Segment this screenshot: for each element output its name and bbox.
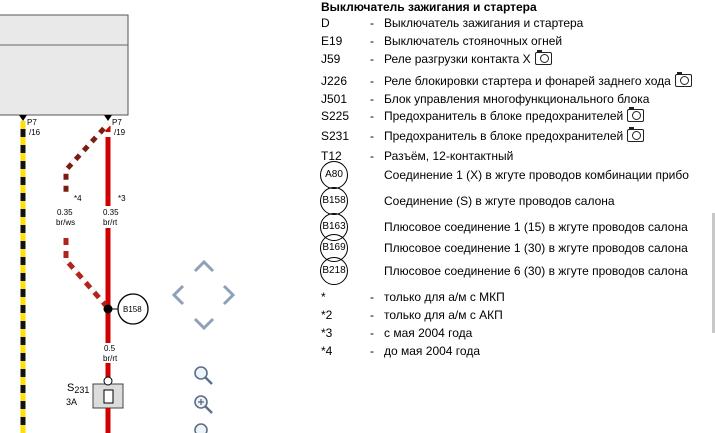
pin-right-terminal: P7 [112,118,122,127]
legend-code: J226 [321,74,348,88]
legend-description [384,74,692,88]
branch-note: *4 [74,194,82,203]
legend-description-text: Реле разгрузки контакта X [384,52,531,66]
legend-description-text: Соединение (S) в жгуте проводов салона [384,194,615,208]
legend-code: T12 [321,149,342,163]
legend-description-text: Плюсовое соединение 1 (30) в жгуте проводов салона [384,241,688,255]
legend-description [384,241,688,255]
legend-dash: - [370,344,374,358]
legend-row [321,218,715,236]
legend-code: J59 [321,52,341,66]
main-note: *3 [118,194,126,203]
legend-description-text: до мая 2004 года [384,344,480,358]
legend-dash: - [370,16,374,30]
chevron-up-icon [195,262,213,271]
pan-left-button[interactable] [174,286,183,304]
legend-description [384,220,688,234]
legend-description-text: Реле блокировки стартера и фонарей заднего хода [384,74,671,88]
camera-icon[interactable] [675,74,692,87]
legend-description [384,109,644,123]
legend-code-circle: B218 [320,257,348,285]
chevron-right-icon [224,286,233,304]
legend-row [321,262,715,280]
legend-description [384,129,644,143]
legend-row [321,192,715,210]
legend-dash: - [370,290,374,304]
branch-gauge: 0.35 [57,208,73,217]
branch-color: br/ws [56,218,76,227]
legend-description [384,168,689,182]
legend-row [321,127,715,145]
legend-row [321,90,715,108]
legend-description [384,16,583,30]
legend-row [321,72,715,90]
legend-description-text: Выключатель стояночных огней [384,34,563,48]
legend-dash: - [370,326,374,340]
legend-row [321,342,715,360]
legend-description [384,194,615,208]
legend-description [384,344,480,358]
legend-code-circle: B163 [320,213,348,241]
legend-row [321,14,715,32]
legend-description-text: только для а/м с МКП [384,290,505,304]
zoom-reset-button[interactable] [195,424,207,433]
legend-row [321,306,715,324]
zoom-reset-icon [195,424,207,433]
legend-row [321,50,715,68]
legend-description [384,308,503,322]
legend-dash: - [370,109,374,123]
zoom-out-button[interactable] [195,367,212,384]
legend-code: S231 [321,129,350,143]
legend-description-text: только для а/м с АКП [384,308,503,322]
component-box [0,15,128,115]
legend-dash: - [370,92,374,106]
legend-row [321,239,715,257]
legend-row [321,288,715,306]
legend-description-text: Предохранитель в блоке предохранителей [384,129,624,143]
pin-left-marker [19,115,27,121]
fuse-top-contact [104,377,112,385]
legend-code: *2 [321,308,333,322]
legend-dash: - [370,74,374,88]
pan-up-button[interactable] [195,262,213,271]
legend-panel [321,0,715,433]
camera-icon[interactable] [627,129,644,142]
fuse-name: S231 [67,382,90,395]
wire-branch-brown-white-stripes [66,124,108,196]
legend-row [321,147,715,165]
fuse-number: 231 [74,385,90,395]
legend-code: *3 [321,326,333,340]
legend-dash: - [370,149,374,163]
legend-row [321,32,715,50]
camera-icon[interactable] [627,109,644,122]
legend-row [321,107,715,125]
legend-description [384,34,562,48]
legend-description [384,264,688,278]
legend-description [384,290,505,304]
legend-description [384,149,513,163]
legend-description [384,92,649,106]
legend-code: E19 [321,34,343,48]
legend-code-circle: B158 [320,187,348,215]
legend-code: *4 [321,344,333,358]
fuse-rating: 3A [66,397,78,407]
pan-down-button[interactable] [195,319,213,328]
legend-description-text: Предохранитель в блоке предохранителей [384,109,624,123]
legend-description [384,52,552,66]
chevron-left-icon [174,286,183,304]
legend-code: J501 [321,92,348,106]
legend-description-text: Выключатель зажигания и стартера [384,16,584,30]
lower-color: br/rt [103,354,118,363]
main-color: br/rt [103,218,118,227]
legend-code-circle: A80 [320,161,348,189]
pin-right-number: /19 [114,128,126,137]
chevron-down-icon [195,319,213,328]
connector-b158-label: B158 [123,305,142,314]
legend-dash: - [370,34,374,48]
fuse-element [104,390,113,403]
legend-code-circle: B169 [320,234,348,262]
lower-gauge: 0.5 [104,344,116,353]
legend-dash: - [370,52,374,66]
legend-description-text: Соединение 1 (X) в жгуте проводов комбинации прибо [384,168,689,182]
pin-left-number: /16 [29,128,41,137]
legend-code: * [321,290,326,304]
legend-dash: - [370,308,374,322]
legend-description [384,326,472,340]
legend-description-text: с мая 2004 года [384,326,473,340]
zoom-in-button[interactable] [195,396,212,413]
wire-branch-lower-stripes [66,232,108,308]
legend-description-text: Блок управления многофункционального блока [384,92,650,106]
legend-row [321,166,715,184]
legend-description-text: Плюсовое соединение 6 (30) в жгуте проводов салона [384,264,688,278]
legend-row [321,324,715,342]
legend-code: S225 [321,109,350,123]
legend-code: D [321,16,330,30]
legend-description-text: Плюсовое соединение 1 (15) в жгуте проводов салона [384,220,688,234]
camera-icon[interactable] [535,52,552,65]
pin-right-marker [104,115,112,121]
main-gauge: 0.35 [103,208,119,217]
legend-title: Выключатель зажигания и стартера [321,0,537,14]
pan-right-button[interactable] [224,286,233,304]
legend-dash: - [370,129,374,143]
legend-description-text: Разъём, 12-контактный [384,149,514,163]
pin-left-terminal: P7 [27,118,37,127]
